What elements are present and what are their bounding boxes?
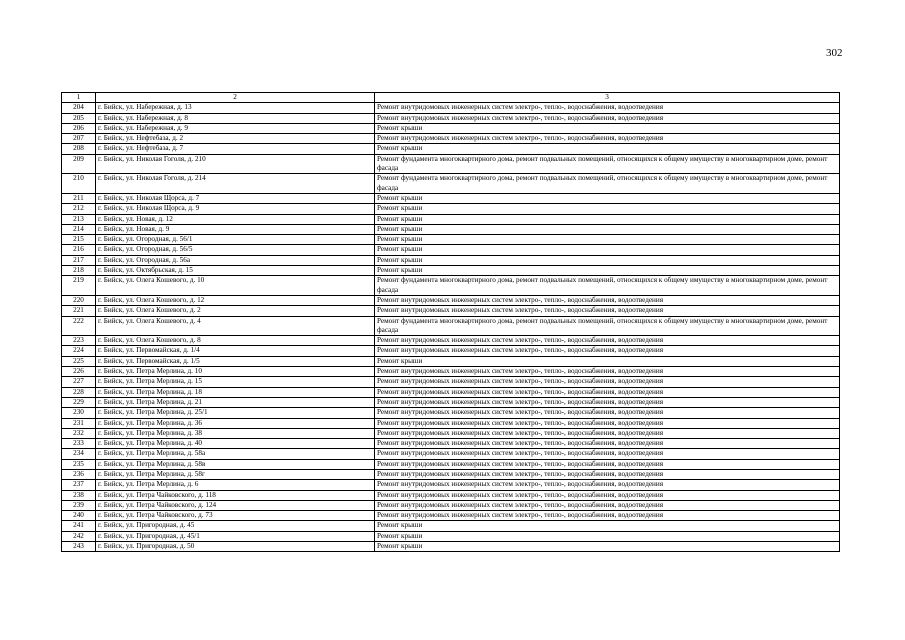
cell-number: 239: [62, 500, 96, 510]
cell-number: 226: [62, 367, 96, 377]
cell-work: Ремонт внутридомовых инженерных систем электро-, тепло-, водоснабжения, водоотведения: [375, 295, 840, 305]
cell-address: г. Бийск, ул. Петра Мерлина, д. 36: [96, 418, 375, 428]
cell-number: 213: [62, 214, 96, 224]
cell-number: 207: [62, 134, 96, 144]
cell-number: 223: [62, 336, 96, 346]
cell-number: 214: [62, 224, 96, 234]
table-row: [62, 316, 840, 336]
cell-work: Ремонт крыши: [375, 356, 840, 366]
table-row: [62, 123, 840, 133]
cell-number: 231: [62, 418, 96, 428]
cell-number: 225: [62, 356, 96, 366]
cell-work: Ремонт внутридомовых инженерных систем электро-, тепло-, водоснабжения, водоотведения: [375, 511, 840, 521]
cell-address: г. Бийск, ул. Петра Чайковского, д. 118: [96, 490, 375, 500]
cell-work: Ремонт крыши: [375, 266, 840, 276]
table-row: [62, 356, 840, 366]
cell-address: г. Бийск, ул. Пригородная, д. 45: [96, 521, 375, 531]
cell-work: Ремонт внутридомовых инженерных систем электро-, тепло-, водоснабжения, водоотведения: [375, 377, 840, 387]
table-row: [62, 336, 840, 346]
cell-number: 233: [62, 439, 96, 449]
cell-work: Ремонт крыши: [375, 531, 840, 541]
table-row: [62, 428, 840, 438]
cell-address: г. Бийск, ул. Николая Гоголя, д. 210: [96, 154, 375, 174]
cell-address: г. Бийск, ул. Николая Щорса, д. 7: [96, 193, 375, 203]
cell-work: Ремонт внутридомовых инженерных систем электро-, тепло-, водоснабжения, водоотведения: [375, 490, 840, 500]
table-row: [62, 174, 840, 194]
cell-address: г. Бийск, ул. Новая, д. 12: [96, 214, 375, 224]
cell-number: 227: [62, 377, 96, 387]
cell-number: 238: [62, 490, 96, 500]
table-row: [62, 511, 840, 521]
table-row: [62, 367, 840, 377]
table-row: [62, 469, 840, 479]
cell-work: Ремонт внутридомовых инженерных систем электро-, тепло-, водоснабжения, водоотведения: [375, 469, 840, 479]
cell-work: Ремонт внутридомовых инженерных систем электро-, тепло-, водоснабжения, водоотведения: [375, 428, 840, 438]
cell-work: Ремонт крыши: [375, 224, 840, 234]
cell-address: г. Бийск, ул. Огородная, д. 56/5: [96, 245, 375, 255]
cell-address: г. Бийск, ул. Набережная, д. 13: [96, 103, 375, 113]
cell-work: Ремонт крыши: [375, 255, 840, 265]
cell-address: г. Бийск, ул. Петра Мерлина, д. 58г: [96, 469, 375, 479]
table-row: [62, 418, 840, 428]
cell-address: г. Бийск, ул. Нефтебаза, д. 7: [96, 144, 375, 154]
table-header-row: [62, 93, 840, 103]
cell-number: 243: [62, 542, 96, 552]
cell-work: Ремонт внутридомовых инженерных систем электро-, тепло-, водоснабжения, водоотведения: [375, 397, 840, 407]
cell-address: г. Бийск, ул. Октябрьская, д. 15: [96, 266, 375, 276]
table-row: [62, 449, 840, 459]
page-number: 302: [826, 47, 843, 59]
header-cell-work: 3: [375, 93, 840, 103]
table-row: [62, 255, 840, 265]
cell-address: г. Бийск, ул. Петра Чайковского, д. 73: [96, 511, 375, 521]
cell-address: г. Бийск, ул. Петра Мерлина, д. 58а: [96, 449, 375, 459]
cell-address: г. Бийск, ул. Петра Мерлина, д. 15: [96, 377, 375, 387]
table-row: [62, 103, 840, 113]
cell-number: 210: [62, 174, 96, 194]
cell-work: Ремонт внутридомовых инженерных систем электро-, тепло-, водоснабжения, водоотведения: [375, 336, 840, 346]
cell-number: 208: [62, 144, 96, 154]
cell-work: Ремонт внутридомовых инженерных систем электро-, тепло-, водоснабжения, водоотведения: [375, 113, 840, 123]
cell-number: 230: [62, 408, 96, 418]
cell-address: г. Бийск, ул. Петра Мерлина, д. 10: [96, 367, 375, 377]
cell-work: Ремонт внутридомовых инженерных систем электро-, тепло-, водоснабжения, водоотведения: [375, 387, 840, 397]
cell-number: 218: [62, 266, 96, 276]
table-row: [62, 276, 840, 296]
cell-work: Ремонт внутридомовых инженерных систем электро-, тепло-, водоснабжения, водоотведения: [375, 480, 840, 490]
cell-number: 235: [62, 459, 96, 469]
cell-address: г. Бийск, ул. Петра Мерлина, д. 40: [96, 439, 375, 449]
cell-number: 212: [62, 204, 96, 214]
cell-work: Ремонт крыши: [375, 542, 840, 552]
cell-number: 232: [62, 428, 96, 438]
table-row: [62, 346, 840, 356]
table-row: [62, 235, 840, 245]
cell-work: Ремонт фундамента многоквартирного дома, ремонт подвальных помещений, относящихся к общему имуществу в многоквартирном доме, ремонт фасада: [375, 174, 840, 194]
cell-work: Ремонт внутридомовых инженерных систем электро-, тепло-, водоснабжения, водоотведения: [375, 103, 840, 113]
cell-number: 228: [62, 387, 96, 397]
cell-address: г. Бийск, ул. Нефтебаза, д. 2: [96, 134, 375, 144]
cell-work: Ремонт крыши: [375, 193, 840, 203]
cell-number: 206: [62, 123, 96, 133]
cell-number: 222: [62, 316, 96, 336]
cell-work: Ремонт внутридомовых инженерных систем электро-, тепло-, водоснабжения, водоотведения: [375, 306, 840, 316]
table-row: [62, 387, 840, 397]
cell-address: г. Бийск, ул. Олега Кошевого, д. 8: [96, 336, 375, 346]
cell-number: 204: [62, 103, 96, 113]
repair-table: [61, 92, 840, 552]
cell-work: Ремонт фундамента многоквартирного дома, ремонт подвальных помещений, относящихся к общему имуществу в многоквартирном доме, ремонт фасада: [375, 154, 840, 174]
cell-number: 220: [62, 295, 96, 305]
cell-work: Ремонт крыши: [375, 204, 840, 214]
cell-number: 215: [62, 235, 96, 245]
table-row: [62, 134, 840, 144]
cell-number: 211: [62, 193, 96, 203]
cell-work: Ремонт внутридомовых инженерных систем электро-, тепло-, водоснабжения, водоотведения: [375, 134, 840, 144]
table-row: [62, 531, 840, 541]
cell-address: г. Бийск, ул. Петра Мерлина, д. 21: [96, 397, 375, 407]
table-row: [62, 490, 840, 500]
cell-address: г. Бийск, ул. Николая Щорса, д. 9: [96, 204, 375, 214]
table-row: [62, 154, 840, 174]
cell-work: Ремонт крыши: [375, 235, 840, 245]
cell-address: г. Бийск, ул. Петра Мерлина, д. 6: [96, 480, 375, 490]
cell-address: г. Бийск, ул. Новая, д. 9: [96, 224, 375, 234]
cell-address: г. Бийск, ул. Первомайская, д. 1/5: [96, 356, 375, 366]
table-row: [62, 193, 840, 203]
cell-address: г. Бийск, ул. Петра Мерлина, д. 25/1: [96, 408, 375, 418]
cell-work: Ремонт фундамента многоквартирного дома, ремонт подвальных помещений, относящихся к общему имуществу в многоквартирном доме, ремонт фасада: [375, 316, 840, 336]
cell-address: г. Бийск, ул. Олега Кошевого, д. 4: [96, 316, 375, 336]
table-row: [62, 500, 840, 510]
cell-address: г. Бийск, ул. Олега Кошевого, д. 10: [96, 276, 375, 296]
table-row: [62, 480, 840, 490]
cell-number: 224: [62, 346, 96, 356]
cell-number: 217: [62, 255, 96, 265]
cell-work: Ремонт внутридомовых инженерных систем электро-, тепло-, водоснабжения, водоотведения: [375, 459, 840, 469]
cell-work: Ремонт крыши: [375, 123, 840, 133]
cell-work: Ремонт внутридомовых инженерных систем электро-, тепло-, водоснабжения, водоотведения: [375, 346, 840, 356]
table-row: [62, 306, 840, 316]
cell-work: Ремонт крыши: [375, 521, 840, 531]
cell-address: г. Бийск, ул. Петра Мерлина, д. 18: [96, 387, 375, 397]
cell-work: Ремонт крыши: [375, 144, 840, 154]
table-body: [62, 103, 840, 552]
cell-work: Ремонт фундамента многоквартирного дома, ремонт подвальных помещений, относящихся к общему имуществу в многоквартирном доме, ремонт фасада: [375, 276, 840, 296]
cell-work: Ремонт внутридомовых инженерных систем электро-, тепло-, водоснабжения, водоотведения: [375, 439, 840, 449]
cell-work: Ремонт внутридомовых инженерных систем электро-, тепло-, водоснабжения, водоотведения: [375, 418, 840, 428]
cell-number: 221: [62, 306, 96, 316]
table-row: [62, 144, 840, 154]
table-row: [62, 439, 840, 449]
cell-number: 234: [62, 449, 96, 459]
header-cell-address: 2: [96, 93, 375, 103]
cell-address: г. Бийск, ул. Набережная, д. 9: [96, 123, 375, 133]
cell-address: г. Бийск, ул. Петра Мерлина, д. 38: [96, 428, 375, 438]
cell-address: г. Бийск, ул. Огородная, д. 56/1: [96, 235, 375, 245]
cell-number: 219: [62, 276, 96, 296]
cell-number: 237: [62, 480, 96, 490]
cell-address: г. Бийск, ул. Олега Кошевого, д. 2: [96, 306, 375, 316]
cell-number: 236: [62, 469, 96, 479]
cell-address: г. Бийск, ул. Пригородная, д. 50: [96, 542, 375, 552]
table-row: [62, 245, 840, 255]
cell-work: Ремонт внутридомовых инженерных систем электро-, тепло-, водоснабжения, водоотведения: [375, 408, 840, 418]
table-row: [62, 204, 840, 214]
cell-work: Ремонт внутридомовых инженерных систем электро-, тепло-, водоснабжения, водоотведения: [375, 500, 840, 510]
table-row: [62, 408, 840, 418]
cell-address: г. Бийск, ул. Набережная, д. 8: [96, 113, 375, 123]
cell-number: 240: [62, 511, 96, 521]
table-row: [62, 295, 840, 305]
cell-address: г. Бийск, ул. Николая Гоголя, д. 214: [96, 174, 375, 194]
cell-number: 209: [62, 154, 96, 174]
cell-address: г. Бийск, ул. Пригородная, д. 45/1: [96, 531, 375, 541]
table-row: [62, 521, 840, 531]
cell-number: 241: [62, 521, 96, 531]
header-cell-num: 1: [62, 93, 96, 103]
cell-address: г. Бийск, ул. Петра Чайковского, д. 124: [96, 500, 375, 510]
cell-work: Ремонт крыши: [375, 245, 840, 255]
cell-address: г. Бийск, ул. Первомайская, д. 1/4: [96, 346, 375, 356]
cell-number: 216: [62, 245, 96, 255]
table-row: [62, 113, 840, 123]
table-row: [62, 377, 840, 387]
cell-number: 229: [62, 397, 96, 407]
table-row: [62, 459, 840, 469]
table-row: [62, 266, 840, 276]
cell-work: Ремонт внутридомовых инженерных систем электро-, тепло-, водоснабжения, водоотведения: [375, 367, 840, 377]
cell-address: г. Бийск, ул. Огородная, д. 56а: [96, 255, 375, 265]
table-row: [62, 214, 840, 224]
cell-work: Ремонт крыши: [375, 214, 840, 224]
cell-number: 205: [62, 113, 96, 123]
table-row: [62, 224, 840, 234]
cell-number: 242: [62, 531, 96, 541]
cell-address: г. Бийск, ул. Олега Кошевого, д. 12: [96, 295, 375, 305]
table-row: [62, 542, 840, 552]
cell-address: г. Бийск, ул. Петра Мерлина, д. 58в: [96, 459, 375, 469]
table-row: [62, 397, 840, 407]
cell-work: Ремонт внутридомовых инженерных систем электро-, тепло-, водоснабжения, водоотведения: [375, 449, 840, 459]
